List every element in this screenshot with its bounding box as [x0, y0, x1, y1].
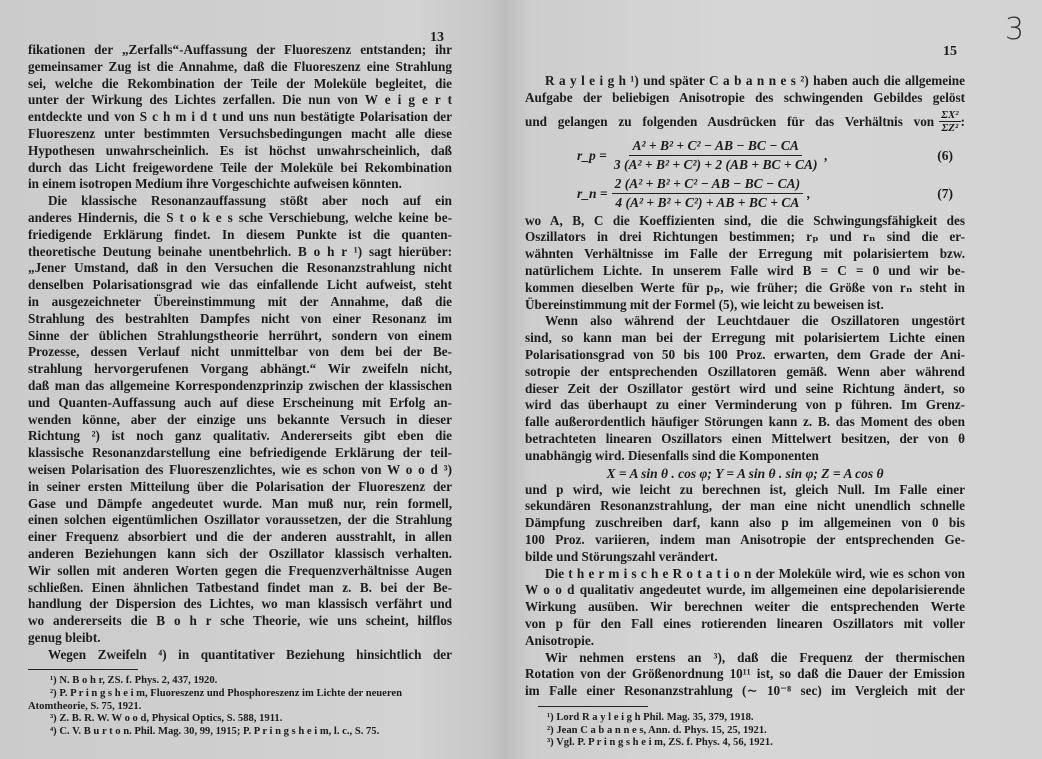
text-line: Wir nehmen erstens an ³), daß die Frequenz der thermischen [545, 649, 965, 665]
text-line: schließen. Einen ähnlichen Tatbestand findet man z. B. bei der Be- [28, 579, 452, 595]
text-line: in ausgezeichneter Übereinstimmung mit der Annahme, daß die [28, 293, 452, 309]
formula-6-row [525, 137, 965, 175]
text-line: Aufgabe der beliebigen Anisotropie des schwingenden Gebildes gelöst [525, 89, 965, 105]
text-line: Strahlung des bestrahlten Dampfes nicht von einer Resonanz im [28, 310, 452, 326]
text-line: kommen dieselben Werte für pₚ, wie früher; die Größe von rₙ steht in [525, 279, 965, 295]
footnote-line: ¹) Lord R a y l e i g h Phil. Mag. 35, 379, 1918. [547, 711, 754, 723]
text-line: sei, welche die Rekombination der Teile der Moleküle begleitet, die [28, 75, 452, 91]
text-line: Rotation von der Größenordnung 10¹¹ ist, so daß die Dauer der Emission [525, 666, 965, 682]
footnote-line: ⁴) C. V. B u r t o n. Phil. Mag. 30, 99, 1915; P. P r i n g s h e i m, l. c., S. 75. [50, 725, 380, 737]
ratio-colon: : [960, 113, 965, 129]
body-text [28, 42, 452, 663]
equation-number-6: (6) [937, 147, 953, 163]
text-line: und p wird, wie leicht zu berechnen ist, gleich Null. Im Falle einer [525, 481, 965, 497]
formula-fraction [612, 176, 803, 211]
text-line: fikationen der „Zerfalls“-Auffassung der Fluoreszenz entstanden; ihr [28, 42, 452, 57]
footnotes [525, 712, 965, 750]
text-line: einer Frequenz absorbiert und die der anderen ausstrahlt, in allen [28, 529, 452, 545]
text-line: friedigende Erklärung findet. In diesem Punkte ist die quanten- [28, 226, 452, 242]
text-line: R a y l e i g h ¹) und später C a b a n n e s ²) haben auch die allgemeine [545, 73, 965, 88]
formula-denominator: 3 (A² + B² + C²) + 2 (AB + BC + CA) [613, 157, 818, 173]
ratio-numerator: ΣX² [941, 109, 959, 122]
formula-denominator: 4 (A² + B² + C²) + AB + BC + CA [615, 195, 800, 211]
text-line: sind, so kann man bei der Erregung mit polarisiertem Lichte einen [525, 330, 965, 346]
footnote-line: ²) Jean C a b a n n e s, Ann. d. Phys. 15, 25, 1921. [547, 724, 767, 736]
text-line: gemeinsamer Zug ist die Annahme, daß die Fluoreszenz eine Strahlung [28, 58, 452, 74]
formula-7-row [525, 175, 965, 213]
text-line: Die klassische Resonanzauffassung stößt aber noch auf ein [48, 193, 452, 209]
text-line: Oszillators in drei Richtungen bestimmen; rₚ und rₙ sind die er- [525, 229, 965, 245]
footnote-line: ¹) N. B o h r, ZS. f. Phys. 2, 437, 1920. [50, 675, 218, 687]
text-line: natürlichem Lichte. In unserem Falle wird B = C = 0 und wir be- [525, 262, 965, 278]
footnote-line: ³) Z. B. R. W. W o o d, Physical Optics, S. 588, 1911. [50, 713, 283, 725]
formula-7 [577, 176, 810, 211]
text-line: anderen Beziehungen kann sich der Oszillator klassisch verhalten. [28, 545, 452, 561]
text-line: handlung der Dispersion des Lichtes, wo man klassisch verfährt und [28, 596, 452, 612]
footnote-line: Atomtheorie, S. 75, 1921. [28, 700, 142, 712]
text-line: Dämpfung zuschreiben darf, kann also p im allgemeinen von 0 bis [525, 515, 965, 531]
text-line: von p für den Fall eines rotierenden linearen Oszillators mit voller [525, 615, 965, 631]
text-line: einen solchen eigentümlichen Oszillator voraussetzen, der die Strahlung [28, 512, 452, 528]
text-line: Sinne der üblichen Strahlungstheorie herrührt, sondern von einem [28, 327, 452, 343]
text-line: wird das überhaupt zu einer Verminderung von p führen. Im Grenz- [525, 397, 965, 413]
text-line: im Falle einer Resonanzstrahlung (∼ 10⁻⁸ sec) im Vergleich mit der [525, 683, 965, 699]
page-number: 15 [943, 44, 957, 59]
text-line: falle außerordentlich häufiger Störungen kann z. B. das Moment des oben [525, 414, 965, 430]
formula-tail: , [824, 147, 828, 163]
text-line: unabhängig wird. Diesenfalls sind die Komponenten [525, 447, 819, 463]
formula-numerator: A² + B² + C² − AB − BC − CA [629, 138, 801, 156]
formula-fraction [611, 138, 821, 173]
text-line: Die t h e r m i s c h e R o t a t i o n der Moleküle wird, wie es schon von [545, 565, 965, 581]
text-line: Anisotropie. [525, 632, 594, 648]
ratio-denominator: ΣZ² [941, 122, 959, 135]
text-line: theoretische Deutung beinahe unentbehrlich. B o h r ¹) sagt hierüber: [28, 243, 452, 259]
page-number: 13 [430, 30, 444, 45]
text-line: W o o d qualitativ angedeutet wurde, im allgemeinen eine depolarisierende [525, 582, 965, 598]
text-line: in seiner ersten Mitteilung über die Polarisation der Fluoreszenz der [28, 478, 452, 494]
ratio-fraction [939, 109, 960, 134]
text-line: strahlung hervorgerufenen Vorgang abhängt.“ Wir zweifeln nicht, [28, 361, 452, 377]
formula-lhs: r_p = [577, 147, 607, 163]
text-line: betrachteten linearen Oszillators einen Mittelwert besitzen, der von θ [525, 430, 965, 446]
text-line: Wenn also während der Leuchtdauer die Oszillatoren ungestört [545, 313, 965, 329]
text-line: sotropie der entsprechenden Oszillatoren gemäß. Wenn aber während [525, 363, 965, 379]
formula-6 [577, 138, 828, 173]
footnote-line: ²) P. P r i n g s h e i m, Fluoreszenz und Phosphoreszenz im Lichte der neueren [50, 688, 402, 700]
text-line: Wir sollen mit anderen Worten gegen die Frequenzverhältnisse Augen [28, 562, 452, 578]
ratio-text: und gelangen zu folgenden Ausdrücken für das Verhältnis von [525, 113, 935, 129]
footnote-line: ³) Vgl. P. P r i n g s h e i m, ZS. f. Phys. 4, 56, 1921. [547, 737, 773, 749]
text-line: Wirkung ausüben. Wir berechnen weiter die entsprechenden Werte [525, 599, 965, 615]
body-text-a [525, 213, 965, 465]
text-line: unter der Wirkung des Lichtes zerfallen. Die nun von W e i g e r t [28, 92, 452, 108]
text-line: Richtung ²) ist noch ganz qualitativ. Andererseits gibt eben die [28, 428, 452, 444]
text-line: wo andererseits die B o h r sche Theorie, wie uns scheint, hilflos [28, 613, 452, 629]
text-line: anderes Hindernis, die S t o k e s sche Verschiebung, welche keine be- [28, 209, 452, 225]
intro-text [525, 73, 965, 107]
text-line: bilde und Störungszahl verändert. [525, 548, 718, 564]
text-line: und Quanten-Auffassung auch auf diese Erscheinung mit Erfolg an- [28, 394, 452, 410]
footnotes [28, 675, 452, 738]
footnote-rule [28, 669, 138, 670]
footnote-rule [538, 706, 648, 707]
text-line: wähnten Verhältnisse im Falle der Erregung mit polarisiertem bzw. [525, 246, 965, 262]
text-line: genug bleibt. [28, 629, 101, 645]
text-line: klassische Resonanzdarstellung eine befriedigende Erklärung der teil- [28, 445, 452, 461]
text-line: dieser Zeit der Oszillator gestört wird und seine Richtung ändert, so [525, 380, 965, 396]
text-line: Hypothesen unwahrscheinlich. Es ist höchst unwahrscheinlich, daß [28, 142, 452, 158]
body-text-b [525, 482, 965, 700]
text-line: daß man das allgemeine Korrespondenzprinzip zwischen der klassischen [28, 377, 452, 393]
text-line: Fluoreszenz unter bestimmten Versuchsbedingungen macht alle diese [28, 125, 452, 141]
text-line: Prozesse, dessen Verlauf nicht unmittelbar von dem bei der Be- [28, 344, 452, 360]
text-line: Polarisationsgrad von 50 bis 100 Proz. erwarten, dem Grade der Ani- [525, 346, 965, 362]
text-line: „Jener Umstand, daß in den Versuchen die Resonanzstrahlung nicht [28, 260, 452, 276]
right-page [525, 0, 965, 750]
components-formula: X = A sin θ . cos φ; Y = A sin θ . sin φ; Z = A cos θ [606, 465, 884, 481]
text-line: Wegen Zweifeln ⁴) in quantitativer Beziehung hinsichtlich der [48, 646, 452, 662]
text-line: weisen Polarisation des Fluoreszenzlichtes, wie es schon von W o o d ³) [28, 461, 452, 477]
left-page [28, 0, 452, 738]
formula-lhs: r_n = [577, 185, 608, 201]
handwritten-page-mark: 3 [1005, 12, 1025, 47]
text-line: Übereinstimmung mit der Formel (5), wie leicht zu beweisen ist. [525, 296, 884, 312]
ratio-line [525, 107, 965, 137]
text-line: denselben Polarisationsgrad wie das einfallende Licht aufweist, steht [28, 277, 452, 293]
text-line: Gase und Dämpfe angedeutet wurde. Man muß nur, rein formell, [28, 495, 452, 511]
equation-number-7: (7) [937, 185, 953, 201]
text-line: entdeckte und von S c h m i d t und uns nun bestätigte Polarisation der [28, 109, 452, 125]
text-line: durch das Licht freigewordene Teile der Moleküle bei Rekombination [28, 159, 452, 175]
text-line: in einem isotropen Medium ihre Vorgeschichte aufweisen könnten. [28, 176, 402, 192]
formula-numerator: 2 (A² + B² + C² − AB − BC − CA) [612, 176, 803, 194]
text-line: wo A, B, C die Koeffizienten sind, die die Schwingungsfähigkeit des [525, 212, 965, 228]
formula-tail: , [807, 185, 811, 201]
text-line: wenden könne, aber der einzige uns bekannte Versuch in dieser [28, 411, 452, 427]
text-line: sekundären Resonanzstrahlung, der man eine nicht unendlich schnelle [525, 498, 965, 514]
text-line: 100 Proz. variieren, indem man Anisotropie der entsprechenden Ge- [525, 531, 965, 547]
